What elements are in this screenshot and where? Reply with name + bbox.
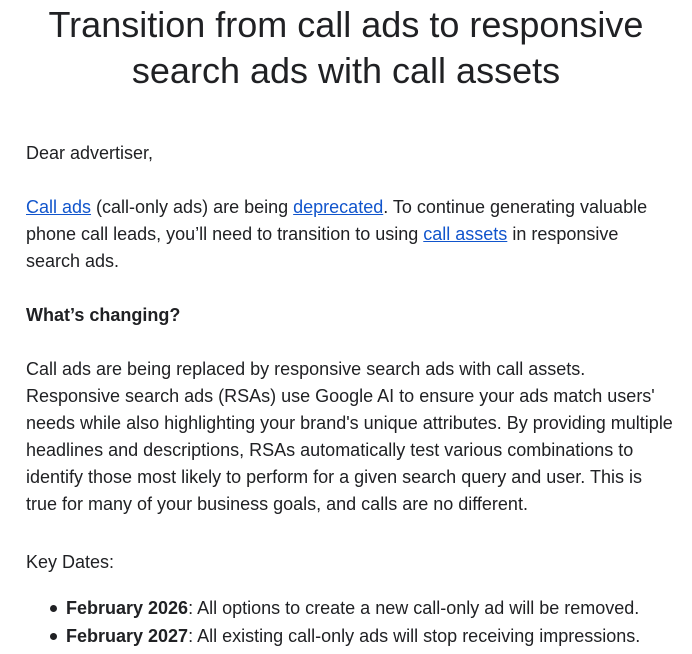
list-item — [48, 622, 676, 650]
call-ads-link[interactable]: Call ads — [26, 197, 92, 217]
section-heading: What’s changing? — [26, 305, 181, 325]
page-title: Transition from call ads to responsive search ads with call assets — [48, 4, 644, 91]
body-paragraph: Call ads are being replaced by responsive search ads with call assets. Responsive search ads (RSAs) use Google AI to ensure your ads match users' needs while also highlighting your brand's unique attributes. By providing multiple headlines and descriptions, RSAs automatically test various combinations to identify those most likely to perform for a given search query and user. This is true for many of your business goals, and calls are no different. — [26, 359, 673, 514]
key-date-text: : All existing call-only ads will stop receiving impressions. — [188, 626, 641, 646]
intro-paragraph — [26, 194, 676, 275]
key-dates-list — [26, 594, 676, 650]
key-date: February 2026 — [66, 598, 189, 618]
key-date: February 2027 — [66, 626, 189, 646]
greeting: Dear advertiser, — [26, 143, 154, 163]
bullet-icon — [50, 605, 57, 612]
key-date-text: : All options to create a new call-only ad will be removed. — [188, 598, 640, 618]
deprecated-link[interactable]: deprecated — [293, 197, 384, 217]
intro-text-1: (call-only ads) are being — [91, 197, 294, 217]
intro-text-2: . To continue generating valuable phone call leads, you’ll need to transition to using — [26, 197, 648, 244]
key-dates-label: Key Dates: — [26, 552, 115, 572]
email-body — [26, 140, 676, 650]
call-assets-link[interactable]: call assets — [423, 224, 508, 244]
list-item — [48, 594, 676, 622]
bullet-icon — [50, 633, 57, 640]
intro-text-3: in responsive search ads. — [26, 224, 619, 271]
